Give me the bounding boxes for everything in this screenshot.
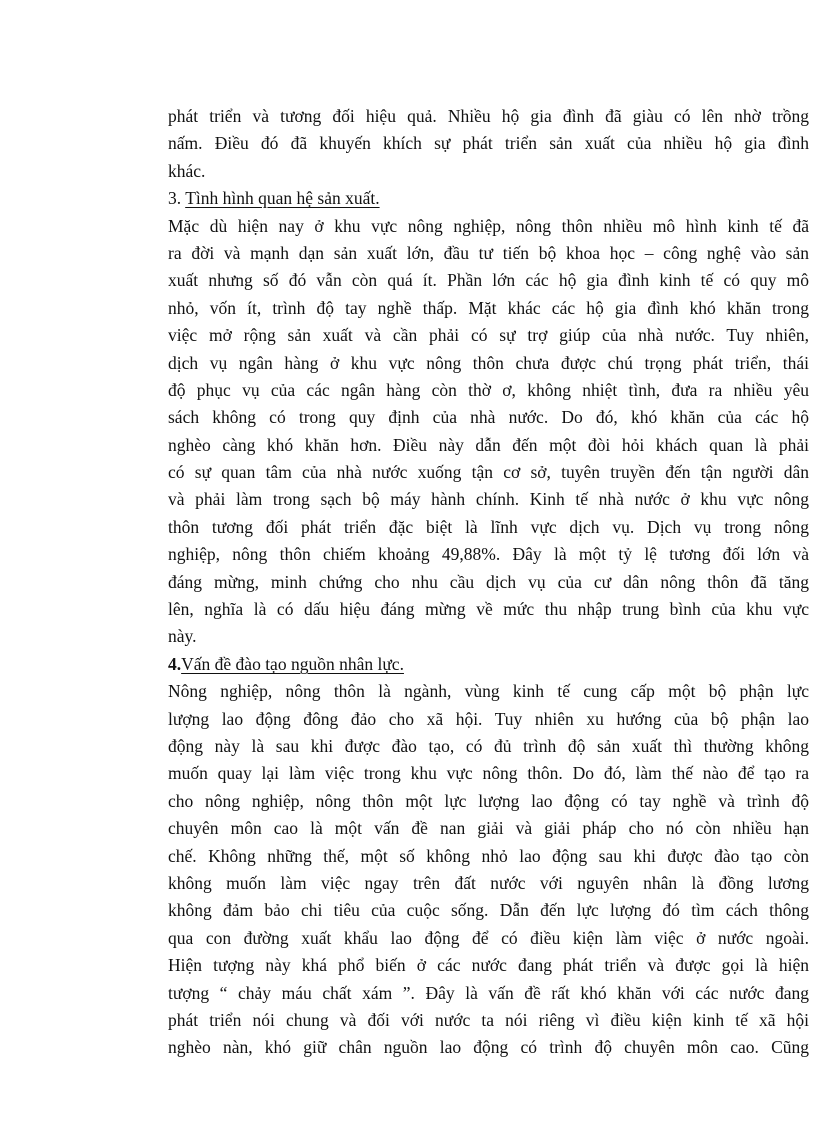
paragraph-line: Hiện tượng này khá phổ biến ở các nước đang phát triển và được gọi là hiện: [168, 955, 809, 976]
paragraph-line: đáng mừng, minh chứng cho nhu cầu dịch vụ của cư dân nông thôn đã tăng: [168, 571, 809, 592]
section-3-heading: [168, 185, 809, 212]
section-3-title: Tình hình quan hệ sản xuất.: [185, 188, 380, 209]
paragraph-line: muốn quay lại làm việc trong khu vực nông thôn. Do đó, làm thế nào để tạo ra: [168, 763, 809, 784]
paragraph-line: ra đời và mạnh dạn sản xuất lớn, đầu tư tiến bộ khoa học – công nghệ vào sản: [168, 242, 809, 263]
paragraph-line: lượng lao động đông đảo cho xã hội. Tuy nhiên xu hướng của bộ phận lao: [168, 708, 809, 729]
paragraph-line: xuất nhưng số đó vẫn còn quá ít. Phần lớn các hộ gia đình kinh tế có quy mô: [168, 270, 809, 291]
section-3-paragraph: [168, 213, 809, 651]
paragraph-line: không muốn làm việc ngay trên đất nước với nguyên nhân là đồng lương: [168, 872, 809, 893]
paragraph-line: cho nông nghiệp, nông thôn một lực lượng lao động có tay nghề và trình độ: [168, 790, 809, 811]
paragraph-line: phát triển nói chung và đối với nước ta nói riêng vì điều kiện kinh tế xã hội: [168, 1009, 809, 1030]
document-page: [168, 103, 809, 1062]
paragraph-line: Nông nghiệp, nông thôn là ngành, vùng kinh tế cung cấp một bộ phận lực: [168, 681, 809, 702]
paragraph-line: và phải làm trong sạch bộ máy hành chính. Kinh tế nhà nước ở khu vực nông: [168, 489, 809, 510]
paragraph-line: dịch vụ ngân hàng ở khu vực nông thôn chưa được chú trọng phát triển, thái: [168, 352, 809, 373]
paragraph-line: có sự quan tâm của nhà nước xuống tận cơ sở, tuyên truyền đến tận người dân: [168, 462, 809, 483]
paragraph-line: nhỏ, vốn ít, trình độ tay nghề thấp. Mặt khác các hộ gia đình khó khăn trong: [168, 297, 809, 318]
section-4-number: 4.: [168, 653, 182, 674]
paragraph-line: khác.: [168, 160, 206, 181]
section-4-paragraph: [168, 678, 809, 1061]
paragraph-line: nghèo nàn, khó giữ chân nguồn lao động có trình độ chuyên môn cao. Cũng: [168, 1037, 809, 1058]
section-4-title: Vấn đề đào tạo nguồn nhân lực.: [181, 653, 404, 674]
paragraph-line: chuyên môn cao là một vấn đề nan giải và giải pháp cho nó còn nhiều hạn: [168, 818, 809, 839]
paragraph-line: Mặc dù hiện nay ở khu vực nông nghiệp, nông thôn nhiều mô hình kinh tế đã: [168, 215, 809, 236]
intro-paragraph: [168, 103, 809, 185]
paragraph-line: thôn tương đối phát triển đặc biệt là lĩnh vực dịch vụ. Dịch vụ trong nông: [168, 516, 809, 537]
paragraph-line: nấm. Điều đó đã khuyến khích sự phát triển sản xuất của nhiều hộ gia đình: [168, 133, 809, 154]
paragraph-line: nghèo càng khó khăn hơn. Điều này dẫn đến một đòi hỏi khách quan là phải: [168, 434, 809, 455]
paragraph-line: tượng “ chảy máu chất xám ”. Đây là vấn đề rất khó khăn với các nước đang: [168, 982, 809, 1003]
paragraph-line: độ phục vụ của các ngân hàng còn thờ ơ, không nhiệt tình, đưa ra nhiều yêu: [168, 379, 809, 400]
paragraph-line: sách không có trong quy định của nhà nước. Do đó, khó khăn của các hộ: [168, 407, 809, 428]
paragraph-line: qua con đường xuất khẩu lao động để có điều kiện làm việc ở nước ngoài.: [168, 927, 809, 948]
paragraph-line: lên, nghĩa là có dấu hiệu đáng mừng về mức thu nhập trung bình của khu vực: [168, 599, 809, 620]
paragraph-line: nghiệp, nông thôn chiếm khoảng 49,88%. Đây là một tỷ lệ tương đối lớn và: [168, 544, 809, 565]
paragraph-line: chế. Không những thế, một số không nhỏ lao động sau khi được đào tạo còn: [168, 845, 809, 866]
section-4-heading: [168, 651, 809, 678]
paragraph-line: động này là sau khi được đào tạo, có đủ trình độ sản xuất thì thường không: [168, 735, 809, 756]
paragraph-line: việc mở rộng sản xuất và cần phải có sự trợ giúp của nhà nước. Tuy nhiên,: [168, 325, 809, 346]
paragraph-line: này.: [168, 626, 197, 647]
paragraph-line: không đảm bảo chi tiêu của cuộc sống. Dẫn đến lực lượng đó tìm cách thông: [168, 900, 809, 921]
section-3-number: 3.: [168, 188, 186, 209]
paragraph-line: phát triển và tương đối hiệu quả. Nhiều hộ gia đình đã giàu có lên nhờ trồng: [168, 106, 809, 126]
